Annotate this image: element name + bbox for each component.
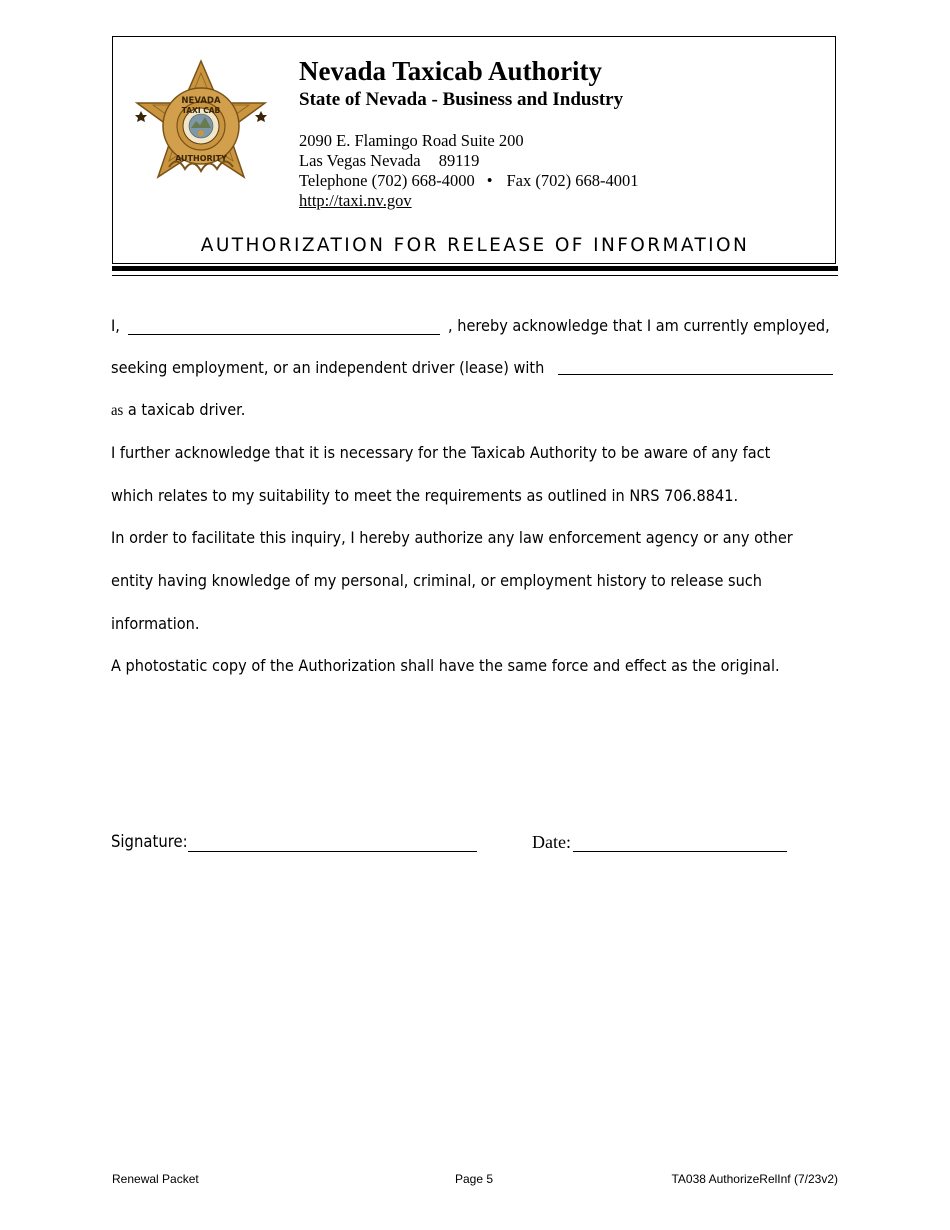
bullet-separator: • xyxy=(486,171,493,190)
line-text: seeking employment, or an independent driver (lease) with xyxy=(111,358,545,377)
address-line-1: 2090 E. Flamingo Road Suite 200 xyxy=(299,131,524,150)
paragraph-line-4: I further acknowledge that it is necessary for the Taxicab Authority to be aware of any fact xyxy=(111,443,771,462)
signature-field[interactable] xyxy=(188,851,477,852)
badge-middle-text: TAXI CAB xyxy=(181,106,221,115)
employer-blank-field[interactable] xyxy=(558,374,833,375)
fax: Fax (702) 668-4001 xyxy=(506,171,639,190)
org-name: Nevada Taxicab Authority xyxy=(299,56,603,86)
document-title: AUTHORIZATION FOR RELEASE OF INFORMATION xyxy=(200,235,750,256)
star-icon xyxy=(135,111,147,122)
badge-top-text: NEVADA xyxy=(181,96,221,106)
name-blank-field[interactable] xyxy=(128,334,440,335)
star-icon xyxy=(255,111,267,122)
paragraph-line-7: entity having knowledge of my personal, criminal, or employment history to release such xyxy=(111,571,763,590)
address-line-2 xyxy=(299,151,479,171)
line-text: I, xyxy=(111,316,120,335)
paragraph-line-1 xyxy=(111,316,120,335)
date-label: Date: xyxy=(532,832,571,852)
footer-form-id: TA038 AuthorizeRelInf (7/23v2) xyxy=(671,1172,838,1186)
letterhead-box xyxy=(112,36,836,264)
date-field[interactable] xyxy=(573,851,787,852)
paragraph-line-8: information. xyxy=(111,614,200,633)
badge-bottom-text: AUTHORITY xyxy=(175,154,227,163)
paragraph-line-6: In order to facilitate this inquiry, I hereby authorize any law enforcement agency or any other xyxy=(111,528,793,547)
signature-label: Signature: xyxy=(111,832,188,851)
telephone: Telephone (702) 668-4000 xyxy=(299,171,475,190)
taxicab-authority-badge-icon xyxy=(125,59,277,191)
paragraph-line-3 xyxy=(111,400,245,420)
line-text: a taxicab driver. xyxy=(123,400,246,419)
zip-code: 89119 xyxy=(438,151,480,170)
paragraph-line-9: A photostatic copy of the Authorization shall have the same force and effect as the original. xyxy=(111,656,780,675)
paragraph-line-5: which relates to my suitability to meet the requirements as outlined in NRS 706.8841. xyxy=(111,486,739,505)
line-text: as xyxy=(111,402,124,419)
city-state: Las Vegas Nevada xyxy=(299,151,421,170)
paragraph-line-2 xyxy=(111,358,544,377)
footer-packet-name: Renewal Packet xyxy=(112,1172,199,1186)
org-subtitle: State of Nevada - Business and Industry xyxy=(299,89,624,110)
contact-line xyxy=(299,171,638,191)
website-link[interactable]: http://taxi.nv.gov xyxy=(299,191,412,210)
line-text: , hereby acknowledge that I am currently employed, xyxy=(448,316,830,335)
paragraph-line-1-end xyxy=(448,316,830,335)
title-divider-thin xyxy=(112,275,838,276)
footer-page-number: Page 5 xyxy=(455,1172,494,1186)
title-divider-thick xyxy=(112,266,838,271)
